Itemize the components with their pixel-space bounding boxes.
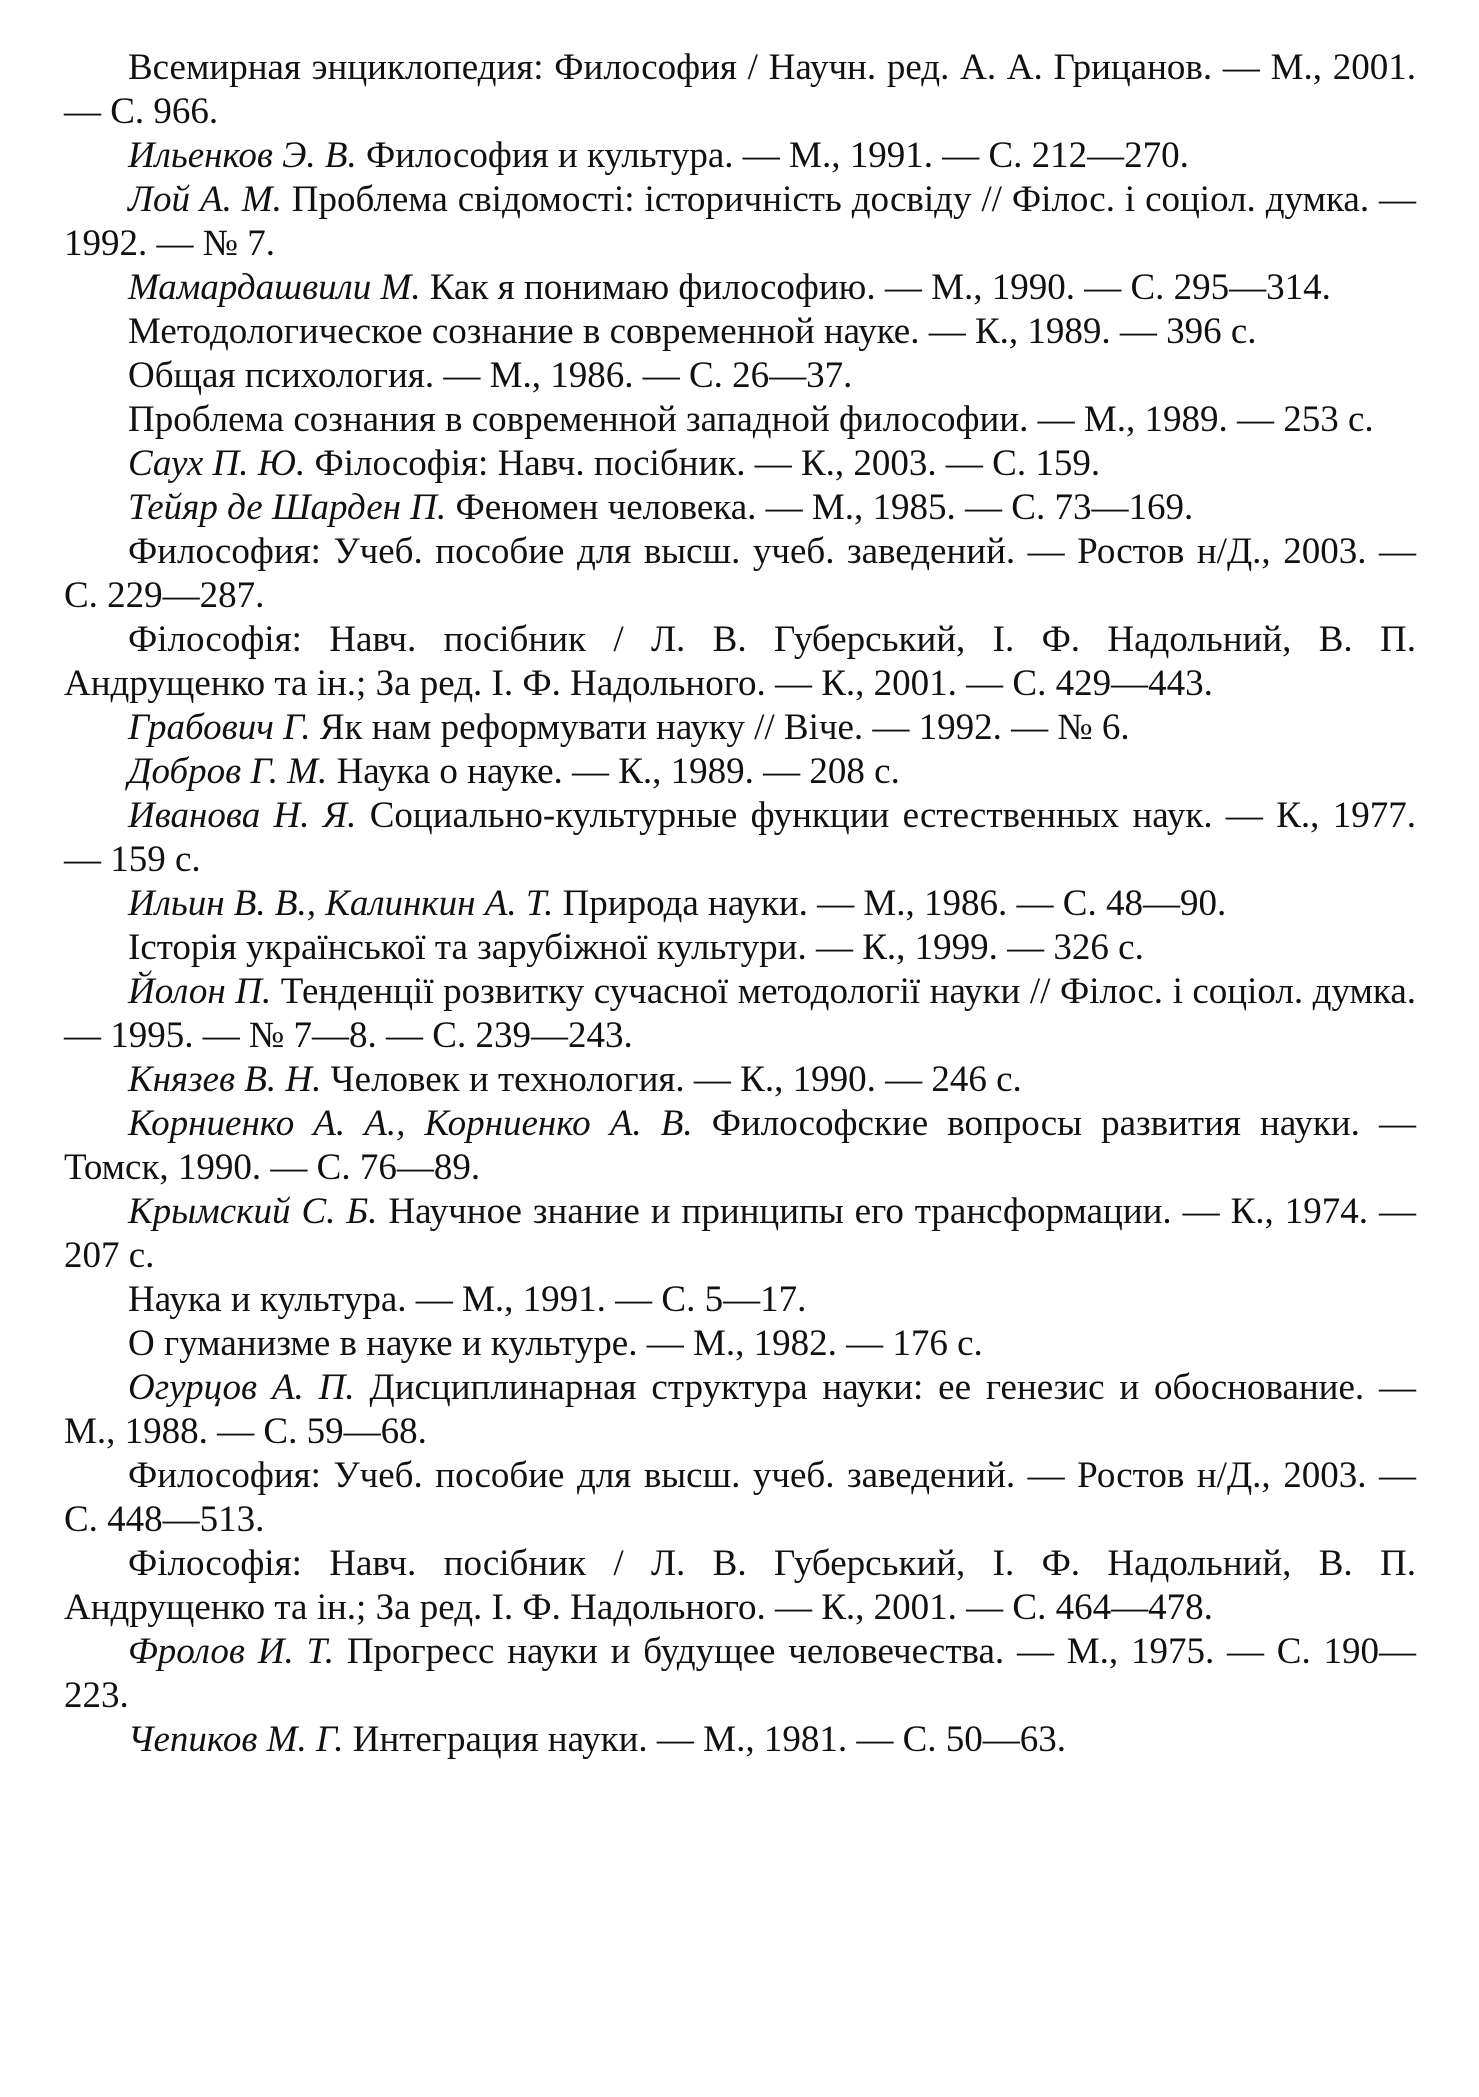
bibliography-entry	[64, 1058, 1416, 1102]
entry-text: Методологическое сознание в современной науке. — К., 1989. — 396 с.	[128, 311, 1257, 352]
entry-author: Лой А. М.	[128, 179, 282, 220]
entry-author: Тейяр де Шарден П.	[128, 487, 447, 528]
bibliography-entry	[64, 1542, 1416, 1630]
entry-author: Грабович Г.	[128, 707, 311, 748]
entry-text: Філософія: Навч. посібник / Л. В. Губерський, І. Ф. Надольний, В. П. Андрущенко та ін.; За ред. І. Ф. Надольного. — К., 2001. — С. 464—478.	[64, 1543, 1416, 1628]
entry-author: Добров Г. М.	[128, 751, 328, 792]
entry-author: Корниенко А. А., Корниенко А. В.	[128, 1103, 693, 1144]
entry-author: Йолон П.	[128, 971, 272, 1012]
bibliography-entry	[64, 134, 1416, 178]
entry-text: Історія української та зарубіжної культури. — К., 1999. — 326 с.	[128, 927, 1144, 968]
entry-text: Проблема сознания в современной западной философии. — М., 1989. — 253 с.	[128, 399, 1374, 440]
entry-text: Феномен человека. — М., 1985. — С. 73—169.	[446, 487, 1194, 528]
entry-text: Общая психология. — М., 1986. — С. 26—37.	[128, 355, 853, 396]
entry-text: Как я понимаю философию. — М., 1990. — С. 295—314.	[420, 267, 1331, 308]
entry-author: Саух П. Ю.	[128, 443, 306, 484]
bibliography-entry	[64, 750, 1416, 794]
bibliography-entry	[64, 398, 1416, 442]
entry-text: Философия: Учеб. пособие для высш. учеб. заведений. — Ростов н/Д., 2003. — С. 229—287.	[64, 531, 1416, 616]
bibliography-entry	[64, 1102, 1416, 1190]
bibliography-entry	[64, 1322, 1416, 1366]
bibliography-entry	[64, 1630, 1416, 1718]
bibliography-entry	[64, 970, 1416, 1058]
bibliography-entry	[64, 486, 1416, 530]
bibliography-entry	[64, 442, 1416, 486]
bibliography-list	[64, 46, 1416, 1762]
bibliography-entry	[64, 1366, 1416, 1454]
entry-text: Наука и культура. — М., 1991. — С. 5—17.	[128, 1279, 807, 1320]
entry-text: Философия: Учеб. пособие для высш. учеб. заведений. — Ростов н/Д., 2003. — С. 448—513.	[64, 1455, 1416, 1540]
entry-text: Філософія: Навч. посібник. — К., 2003. — С. 159.	[305, 443, 1101, 484]
bibliography-entry	[64, 794, 1416, 882]
entry-text: Тенденції розвитку сучасної методології науки // Філос. і соціол. думка. — 1995. — № 7—8. — С. 239—243.	[64, 971, 1416, 1056]
bibliography-entry	[64, 354, 1416, 398]
bibliography-entry	[64, 46, 1416, 134]
entry-text: Философия и культура. — М., 1991. — С. 212—270.	[356, 135, 1189, 176]
entry-author: Крымский С. Б.	[128, 1191, 378, 1232]
bibliography-entry	[64, 1278, 1416, 1322]
entry-author: Ильенков Э. В.	[128, 135, 357, 176]
bibliography-entry	[64, 706, 1416, 750]
entry-author: Князев В. Н.	[128, 1059, 322, 1100]
entry-author: Ильин В. В., Калинкин А. Т.	[128, 883, 554, 924]
entry-text: Прогресс науки и будущее человечества. — М., 1975. — С. 190—223.	[64, 1631, 1416, 1716]
entry-text: Дисциплинарная структура науки: ее генезис и обоснование. — М., 1988. — С. 59—68.	[64, 1367, 1416, 1452]
entry-text: Человек и технология. — К., 1990. — 246 с.	[321, 1059, 1022, 1100]
entry-text: Научное знание и принципы его трансформации. — К., 1974. — 207 с.	[64, 1191, 1416, 1276]
bibliography-entry	[64, 1718, 1416, 1762]
entry-text: Природа науки. — М., 1986. — С. 48—90.	[553, 883, 1227, 924]
entry-author: Огурцов А. П.	[128, 1367, 355, 1408]
entry-author: Мамардашвили М.	[128, 267, 421, 308]
bibliography-entry	[64, 618, 1416, 706]
bibliography-entry	[64, 178, 1416, 266]
entry-text: Наука о науке. — К., 1989. — 208 с.	[327, 751, 900, 792]
entry-text: Философские вопросы развития науки. — Томск, 1990. — С. 76—89.	[64, 1103, 1416, 1188]
bibliography-entry	[64, 310, 1416, 354]
bibliography-entry	[64, 926, 1416, 970]
bibliography-entry	[64, 530, 1416, 618]
entry-author: Чепиков М. Г.	[128, 1719, 344, 1760]
bibliography-entry	[64, 1190, 1416, 1278]
bibliography-entry	[64, 266, 1416, 310]
entry-author: Иванова Н. Я.	[128, 795, 357, 836]
entry-text: Як нам реформувати науку // Віче. — 1992. — № 6.	[310, 707, 1130, 748]
entry-text: Социально-культурные функции естественных наук. — К., 1977. — 159 с.	[64, 795, 1416, 880]
entry-text: Всемирная энциклопедия: Философия / Научн. ред. А. А. Грицанов. — М., 2001. — С. 966.	[64, 47, 1416, 132]
entry-text: Проблема свідомості: історичність досвіду // Філос. і соціол. думка. — 1992. — № 7.	[64, 179, 1416, 264]
entry-text: О гуманизме в науке и культуре. — М., 1982. — 176 с.	[128, 1323, 983, 1364]
bibliography-entry	[64, 1454, 1416, 1542]
entry-text: Интеграция науки. — М., 1981. — С. 50—63.	[343, 1719, 1066, 1760]
entry-author: Фролов И. Т.	[128, 1631, 335, 1672]
bibliography-entry	[64, 882, 1416, 926]
entry-text: Філософія: Навч. посібник / Л. В. Губерський, І. Ф. Надольний, В. П. Андрущенко та ін.; За ред. І. Ф. Надольного. — К., 2001. — С. 429—443.	[64, 619, 1416, 704]
